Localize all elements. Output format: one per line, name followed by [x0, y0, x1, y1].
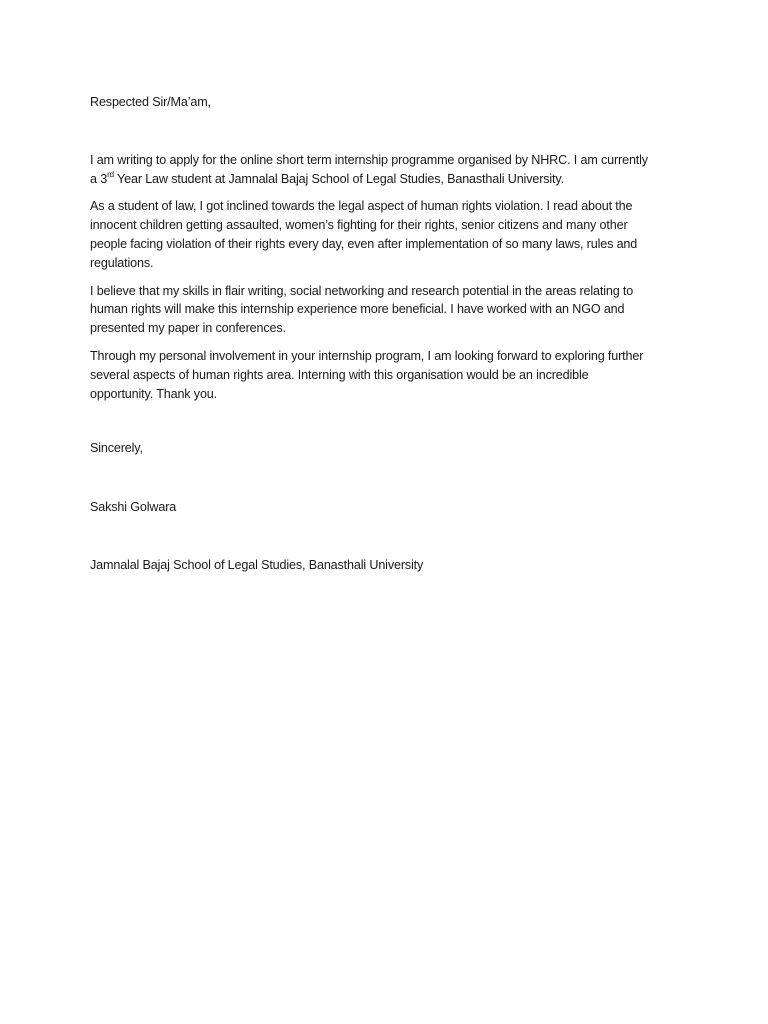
paragraph-line: several aspects of human rights area. Interning with this organisation would be an incredible: [90, 367, 589, 382]
signature-affiliation: Jamnalal Bajaj School of Legal Studies, Banasthali University: [90, 557, 424, 572]
paragraph-line: opportunity. Thank you.: [90, 386, 218, 401]
paragraph-introduction: [90, 151, 690, 189]
paragraph-line-prefix: a 3: [90, 171, 108, 186]
paragraph-line: people facing violation of their rights every day, even after implementation of so many laws, rules and: [90, 236, 638, 251]
paragraph-line: I believe that my skills in flair writing, social networking and research potential in the areas relating to: [90, 283, 634, 298]
salutation: Respected Sir/Ma’am,: [90, 95, 211, 109]
paragraph-line: presented my paper in conferences.: [90, 321, 286, 336]
paragraph-line: As a student of law, I got inclined towards the legal aspect of human rights violation. I read about the: [90, 199, 633, 214]
paragraph-line: regulations.: [90, 255, 154, 270]
paragraph-skills: [90, 282, 690, 338]
cover-letter: [90, 93, 690, 575]
paragraph-line-suffix: Year Law student at Jamnalal Bajaj School of Legal Studies, Banasthali University.: [113, 171, 564, 186]
paragraph-motivation: [90, 197, 690, 272]
signature-name: Sakshi Golwara: [90, 500, 177, 515]
paragraph-line: Through my personal involvement in your internship program, I am looking forward to exploring further: [90, 348, 644, 363]
ordinal-superscript: rd: [107, 169, 114, 179]
closing: Sincerely,: [90, 441, 143, 456]
paragraph-conclusion: [90, 347, 690, 403]
paragraph-line: human rights will make this internship experience more beneficial. I have worked with an NGO and: [90, 302, 625, 317]
paragraph-line: I am writing to apply for the online short term internship programme organised by NHRC. I am currently: [90, 152, 648, 167]
paragraph-line: innocent children getting assaulted, women’s fighting for their rights, senior citizens and many other: [90, 218, 628, 233]
